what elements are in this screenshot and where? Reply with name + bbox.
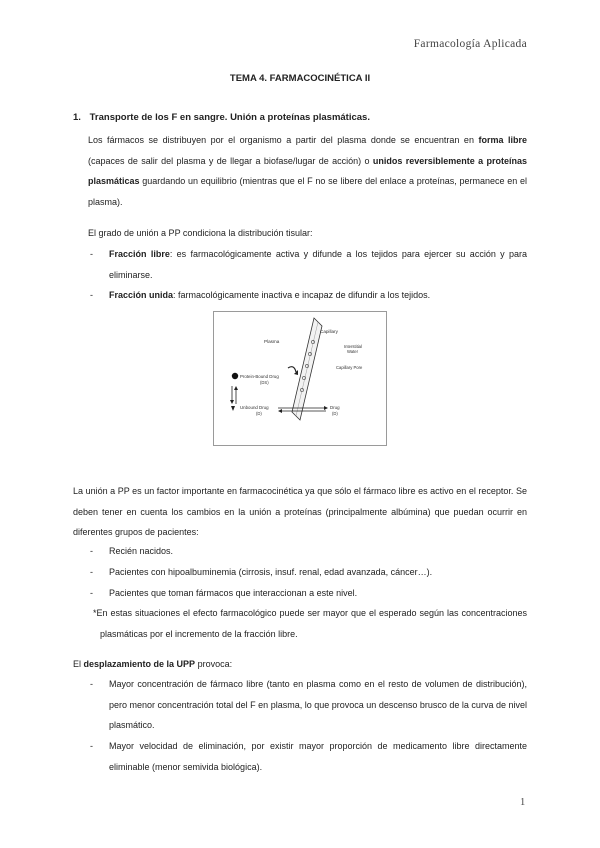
arrowhead	[230, 400, 234, 404]
text-run: : es farmacológicamente activa y difunde a los tejidos para ejercer su acción y para eliminarse.	[109, 249, 527, 280]
bullet-dash: -	[90, 546, 93, 556]
list-item-text: Mayor velocidad de eliminación, por existir mayor proporción de medicamento libre directamente eliminable (menor semivida biológica).	[109, 741, 527, 772]
bold-desplazamiento: desplazamiento de la UPP	[83, 659, 196, 669]
label-unbound: Unbound Drug	[240, 405, 269, 410]
list-item-effect	[90, 736, 527, 777]
list-item-text: Pacientes con hipoalbuminemia (cirrosis, insuf. renal, edad avanzada, cáncer…).	[109, 567, 433, 577]
text-run: El	[73, 659, 84, 669]
paragraph-grado-union: El grado de unión a PP condiciona la distribución tisular:	[88, 228, 313, 238]
label-capillary: Capillary	[320, 329, 338, 334]
section-1-heading	[73, 112, 370, 123]
text-run: provoca:	[195, 659, 233, 669]
list-item-patient	[90, 562, 527, 583]
list-item-effect	[90, 674, 527, 736]
list-item-text: Recién nacidos.	[109, 546, 174, 556]
text-run: Los fármacos se distribuyen por el organismo a partir del plasma donde se encuentran en	[88, 135, 479, 145]
unbound-drug-marker	[231, 406, 235, 411]
label-unbound-num: (D)	[256, 411, 262, 416]
label-capillary-pore: Capillary Pore	[336, 365, 363, 370]
bullet-dash: -	[90, 249, 93, 259]
protein-binding-figure	[213, 311, 387, 446]
bold-label: Fracción libre	[109, 249, 170, 259]
list-item-patient	[90, 541, 527, 562]
label-drug: Drug	[330, 405, 340, 410]
text-run: (capaces de salir del plasma y de llegar a biofase/lugar de acción) o	[88, 155, 373, 166]
note-body: *En estas situaciones el efecto farmacológico puede ser mayor que el esperado según las concentraciones plasmáticas por el incremento de la fracción libre.	[93, 608, 527, 639]
running-header: Farmacología Aplicada	[413, 38, 527, 50]
arrowhead	[324, 406, 328, 410]
text-run: : farmacológicamente inactiva e incapaz de difundir a los tejidos.	[173, 290, 431, 300]
section-heading-text: Transporte de los F en sangre. Unión a proteínas plasmáticas.	[89, 112, 370, 123]
arrowhead	[278, 409, 282, 413]
paragraph-desplazamiento	[73, 654, 527, 675]
paragraph-distribution	[88, 130, 527, 212]
list-item-patient	[90, 583, 527, 604]
note-text	[93, 603, 527, 644]
bold-label: Fracción unida	[109, 290, 174, 300]
label-interstitial: Interstitial	[344, 344, 362, 349]
arrowhead	[234, 386, 238, 390]
bullet-dash: -	[90, 290, 93, 300]
list-item-fraccion-libre	[90, 244, 527, 285]
list-item-fraccion-unida	[90, 285, 527, 306]
bullet-dash: -	[90, 741, 93, 751]
paragraph-union-pp: La unión a PP es un factor importante en farmacocinética ya que sólo el fármaco libre es activo en el receptor. Se deben tener en cuenta los cambios en la unión a proteínas (principalmente albúmina) que puedan ocurrir en diferentes grupos de pacientes:	[73, 486, 527, 537]
bold-unidos-reversiblemente: unidos reversiblemente a proteínas plasmáticas	[88, 155, 527, 186]
label-water: Water	[347, 349, 359, 354]
list-item-text	[109, 285, 527, 306]
label-protein-bound-num: (DS)	[260, 380, 269, 385]
section-number: 1.	[73, 112, 81, 123]
capillary-wall-inner	[296, 322, 318, 416]
label-drug-num: (D)	[332, 411, 338, 416]
page-number: 1	[520, 797, 526, 808]
protein-bound-drug-dot	[232, 373, 238, 379]
list-item-text	[109, 244, 527, 285]
bold-forma-libre: forma libre	[478, 135, 527, 145]
label-plasma: Plasma	[264, 339, 280, 344]
list-item-text: Mayor concentración de fármaco libre (tanto en plasma como en el resto de volumen de distribución), pero menor concentración total del F en plasma, lo que provoca un descenso brusco de la curva de nivel plasmático.	[109, 679, 527, 730]
bullet-dash: -	[90, 567, 93, 577]
document-title: TEMA 4. FARMACOCINÉTICA II	[229, 73, 371, 84]
text-run: guardando un equilibrio (mientras que el F no se libere del enlace a proteínas, permanece en el plasma).	[88, 176, 527, 207]
curved-arrow	[288, 367, 296, 372]
bullet-dash: -	[90, 588, 93, 598]
list-item-text: Pacientes que toman fármacos que interaccionan a este nivel.	[109, 588, 358, 598]
figure-diagram	[214, 312, 386, 445]
bullet-dash: -	[90, 679, 93, 689]
label-protein-bound: Protein-Bound Drug	[240, 374, 279, 379]
